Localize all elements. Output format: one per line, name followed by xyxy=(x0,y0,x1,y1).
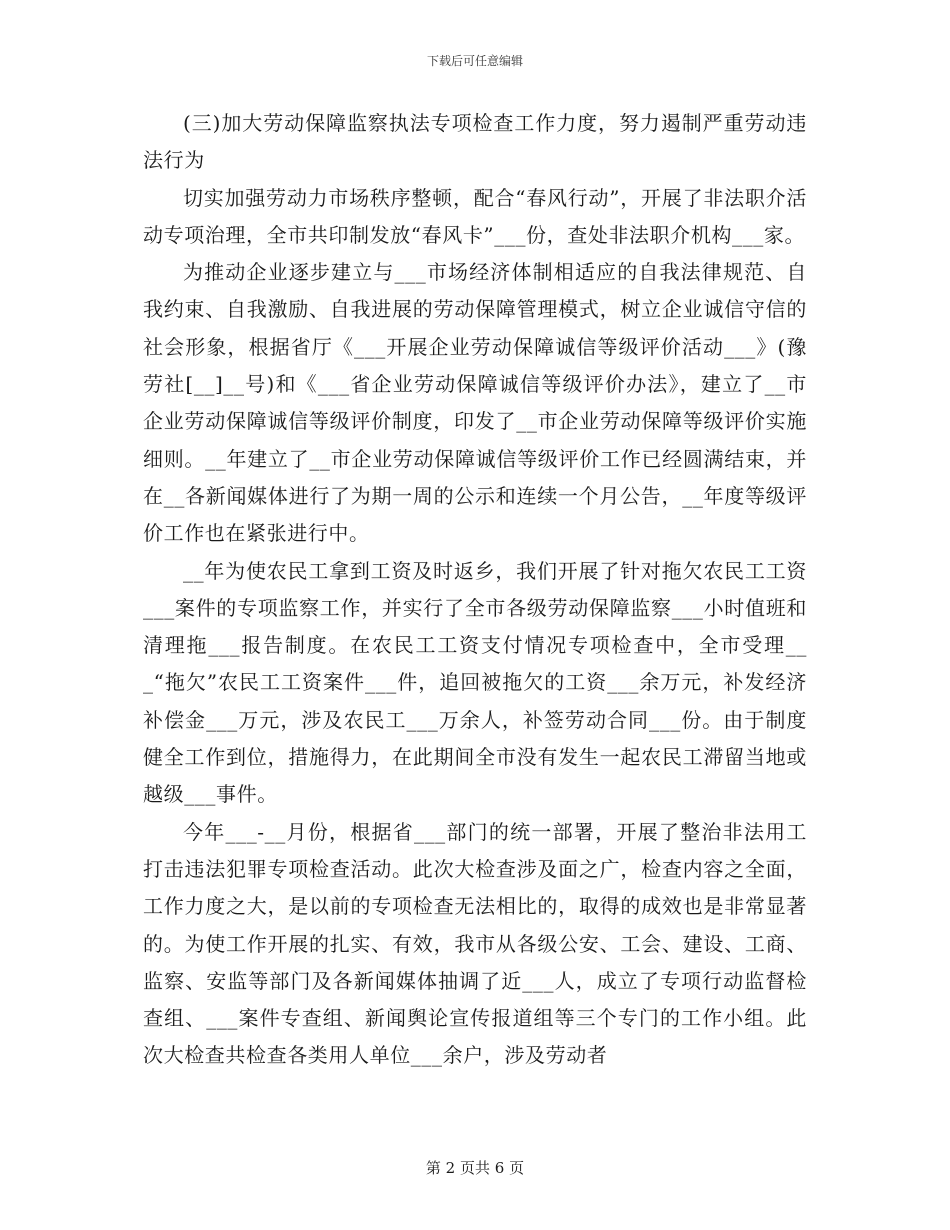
page-footer: 第 2 页共 6 页 xyxy=(425,1159,525,1177)
paragraph-integrity-rating: 为推动企业逐步建立与___市场经济体制相适应的自我法律规范、自我约束、自我激励、自我进展的劳动保障管理模式，树立企业诚信守信的社会形象，根据省厅《___开展企业劳动保障诚信等级评价活动___》(豫劳社[__]__号)和《___省企业劳动保障诚信等级评价办法》，建立了__市企业劳动保障诚信等级评价制度，印发了__市企业劳动保障等级评价实施细则。__年建立了__市企业劳动保障诚信等级评价工作已经圆满结束，并在__各新闻媒体进行了为期一周的公示和连续一个月公告，__年度等级评价工作也在紧张进行中。 xyxy=(143,260,807,546)
document-body xyxy=(143,105,807,1075)
page-header: 下载后可任意编辑 xyxy=(426,54,523,68)
paragraph-migrant-wages: __年为使农民工拿到工资及时返乡，我们开展了针对拖欠农民工工资___案件的专项监察工作，并实行了全市各级劳动保障监察___小时值班和清理拖___报告制度。在农民工工资支付情况专项检查中，全市受理___“拖欠”农民工工资案件___件，追回被拖欠的工资___余万元，补发经济补偿金___万元，涉及农民工___万余人，补签劳动合同___份。由于制度健全工作到位，措施得力，在此期间全市没有发生一起农民工滞留当地或越级___事件。 xyxy=(143,558,807,807)
paragraph-spring-action: 切实加强劳动力市场秩序整顿，配合“春风行动”，开展了非法职介活动专项治理，全市共印制发放“春风卡”___份，查处非法职介机构___家。 xyxy=(143,185,807,247)
paragraph-section-heading: (三)加大劳动保障监察执法专项检查工作力度，努力遏制严重劳动违法行为 xyxy=(143,111,807,173)
paragraph-illegal-employment: 今年___-__月份，根据省___部门的统一部署，开展了整治非法用工打击违法犯罪专项检查活动。此次大检查涉及面之广，检查内容之全面，工作力度之大，是以前的专项检查无法相比的，取得的成效也是非常显著的。为使工作开展的扎实、有效，我市从各级公安、工会、建设、工商、监察、安监等部门及各新闻媒体抽调了近___人，成立了专项行动监督检查组、___案件专查组、新闻舆论宣传报道组等三个专门的工作小组。此次大检查共检查各类用人单位___余户，涉及劳动者 xyxy=(143,819,807,1068)
